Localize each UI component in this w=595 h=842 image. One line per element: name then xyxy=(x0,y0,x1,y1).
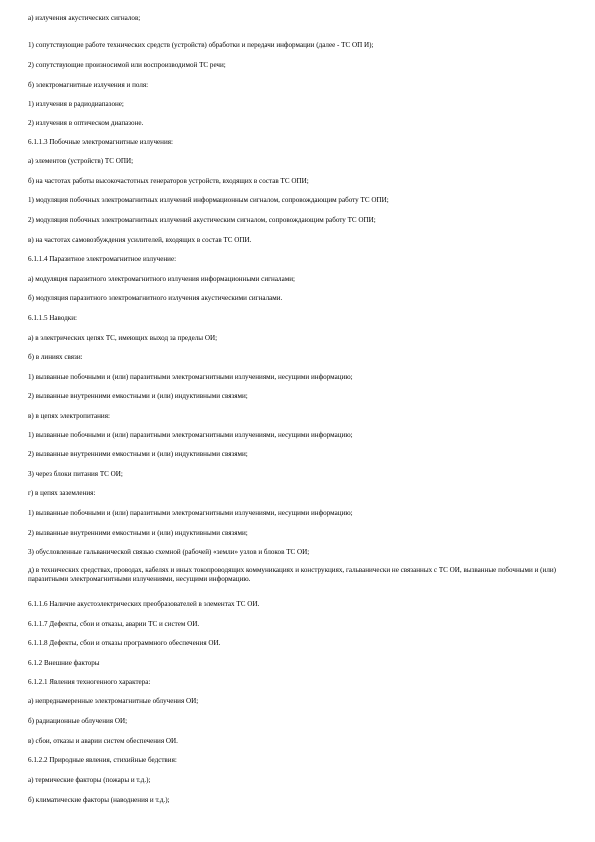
section-heading: 6.1.2.2 Природные явления, стихийные бедствия: xyxy=(28,756,177,764)
text-line: 3) через блоки питания ТС ОИ; xyxy=(28,470,123,478)
section-heading: 6.1.2.1 Явления техногенного характера: xyxy=(28,678,151,686)
text-line: а) излучения акустических сигналов; xyxy=(28,14,141,22)
text-line: 2) модуляция побочных электромагнитных излучений акустическим сигналом, сопровождающим работу ТС ОПИ; xyxy=(28,216,376,224)
text-line: в) в цепях электропитания: xyxy=(28,412,110,420)
text-line: а) термические факторы (пожары и т.д.); xyxy=(28,776,151,784)
text-line: а) в электрических цепях ТС, имеющих выход за пределы ОИ; xyxy=(28,334,218,342)
text-line: 6.1.1.7 Дефекты, сбои и отказы, аварии ТС и систем ОИ. xyxy=(28,620,200,628)
text-line: в) сбои, отказы и аварии систем обеспечения ОИ. xyxy=(28,737,178,745)
text-line: б) электромагнитные излучения и поля: xyxy=(28,81,149,89)
text-line: г) в цепях заземления: xyxy=(28,489,96,497)
text-line: 1) излучения в радиодиапазоне; xyxy=(28,100,124,108)
text-line: б) на частотах работы высокочастотных генераторов устройств, входящих в состав ТС ОПИ; xyxy=(28,177,309,185)
section-heading: 6.1.1.3 Побочные электромагнитные излучения: xyxy=(28,138,173,146)
text-line: 2) вызванные внутренними емкостными и (или) индуктивными связями; xyxy=(28,450,248,458)
text-line: 6.1.1.6 Наличие акустоэлектрических преобразователей в элементах ТС ОИ. xyxy=(28,600,260,608)
section-heading: 6.1.2 Внешние факторы xyxy=(28,659,100,667)
text-line: а) модуляция паразитного электромагнитного излучения информационными сигналами; xyxy=(28,275,295,283)
text-line: б) модуляция паразитного электромагнитного излучения акустическими сигналами. xyxy=(28,294,283,302)
text-line: 2) излучения в оптическом диапазоне. xyxy=(28,119,144,127)
text-line: а) элементов (устройств) ТС ОПИ; xyxy=(28,157,134,165)
text-line: 1) модуляция побочных электромагнитных излучений информационным сигналом, сопровождающим работу ТС ОПИ; xyxy=(28,196,389,204)
text-line: б) радиационные облучения ОИ; xyxy=(28,717,128,725)
text-line: 2) сопутствующие произносимой или воспроизводимой ТС речи; xyxy=(28,61,226,69)
text-line: б) климатические факторы (наводнения и т.д.); xyxy=(28,796,170,804)
section-heading: 6.1.1.4 Паразитное электромагнитное излучение: xyxy=(28,255,177,263)
text-line: 1) вызванные побочными и (или) паразитными электромагнитными излучениями, несущими информацию; xyxy=(28,509,353,517)
section-heading: 6.1.1.5 Наводки: xyxy=(28,314,78,322)
text-line: а) непреднамеренные электромагнитные облучения ОИ; xyxy=(28,697,199,705)
text-line: б) в линиях связи: xyxy=(28,353,83,361)
text-line: 3) обусловленные гальванической связью схемной (рабочей) «земли» узлов и блоков ТС ОИ; xyxy=(28,548,310,556)
text-line: 1) вызванные побочными и (или) паразитными электромагнитными излучениями, несущими информацию; xyxy=(28,431,353,439)
text-line: 2) вызванные внутренними емкостными и (или) индуктивными связями; xyxy=(28,392,248,400)
text-line: 1) вызванные побочными и (или) паразитными электромагнитными излучениями, несущими информацию; xyxy=(28,373,353,381)
text-paragraph: д) в технических средствах, проводах, кабелях и иных токопроводящих коммуникациях и конструкциях, гальванически не связанных с ТС ОИ, вызванные побочными и (или) паразитными электромагнитными излучениями, несущими информацию. xyxy=(28,566,557,583)
text-line: 6.1.1.8 Дефекты, сбои и отказы программного обеспечения ОИ. xyxy=(28,639,221,647)
text-line: 2) вызванные внутренними емкостными и (или) индуктивными связями; xyxy=(28,529,248,537)
text-line: 1) сопутствующие работе технических средств (устройств) обработки и передачи информации (далее - ТС ОП И); xyxy=(28,41,374,49)
text-line: в) на частотах самовозбуждения усилителей, входящих в состав ТС ОПИ. xyxy=(28,236,252,244)
